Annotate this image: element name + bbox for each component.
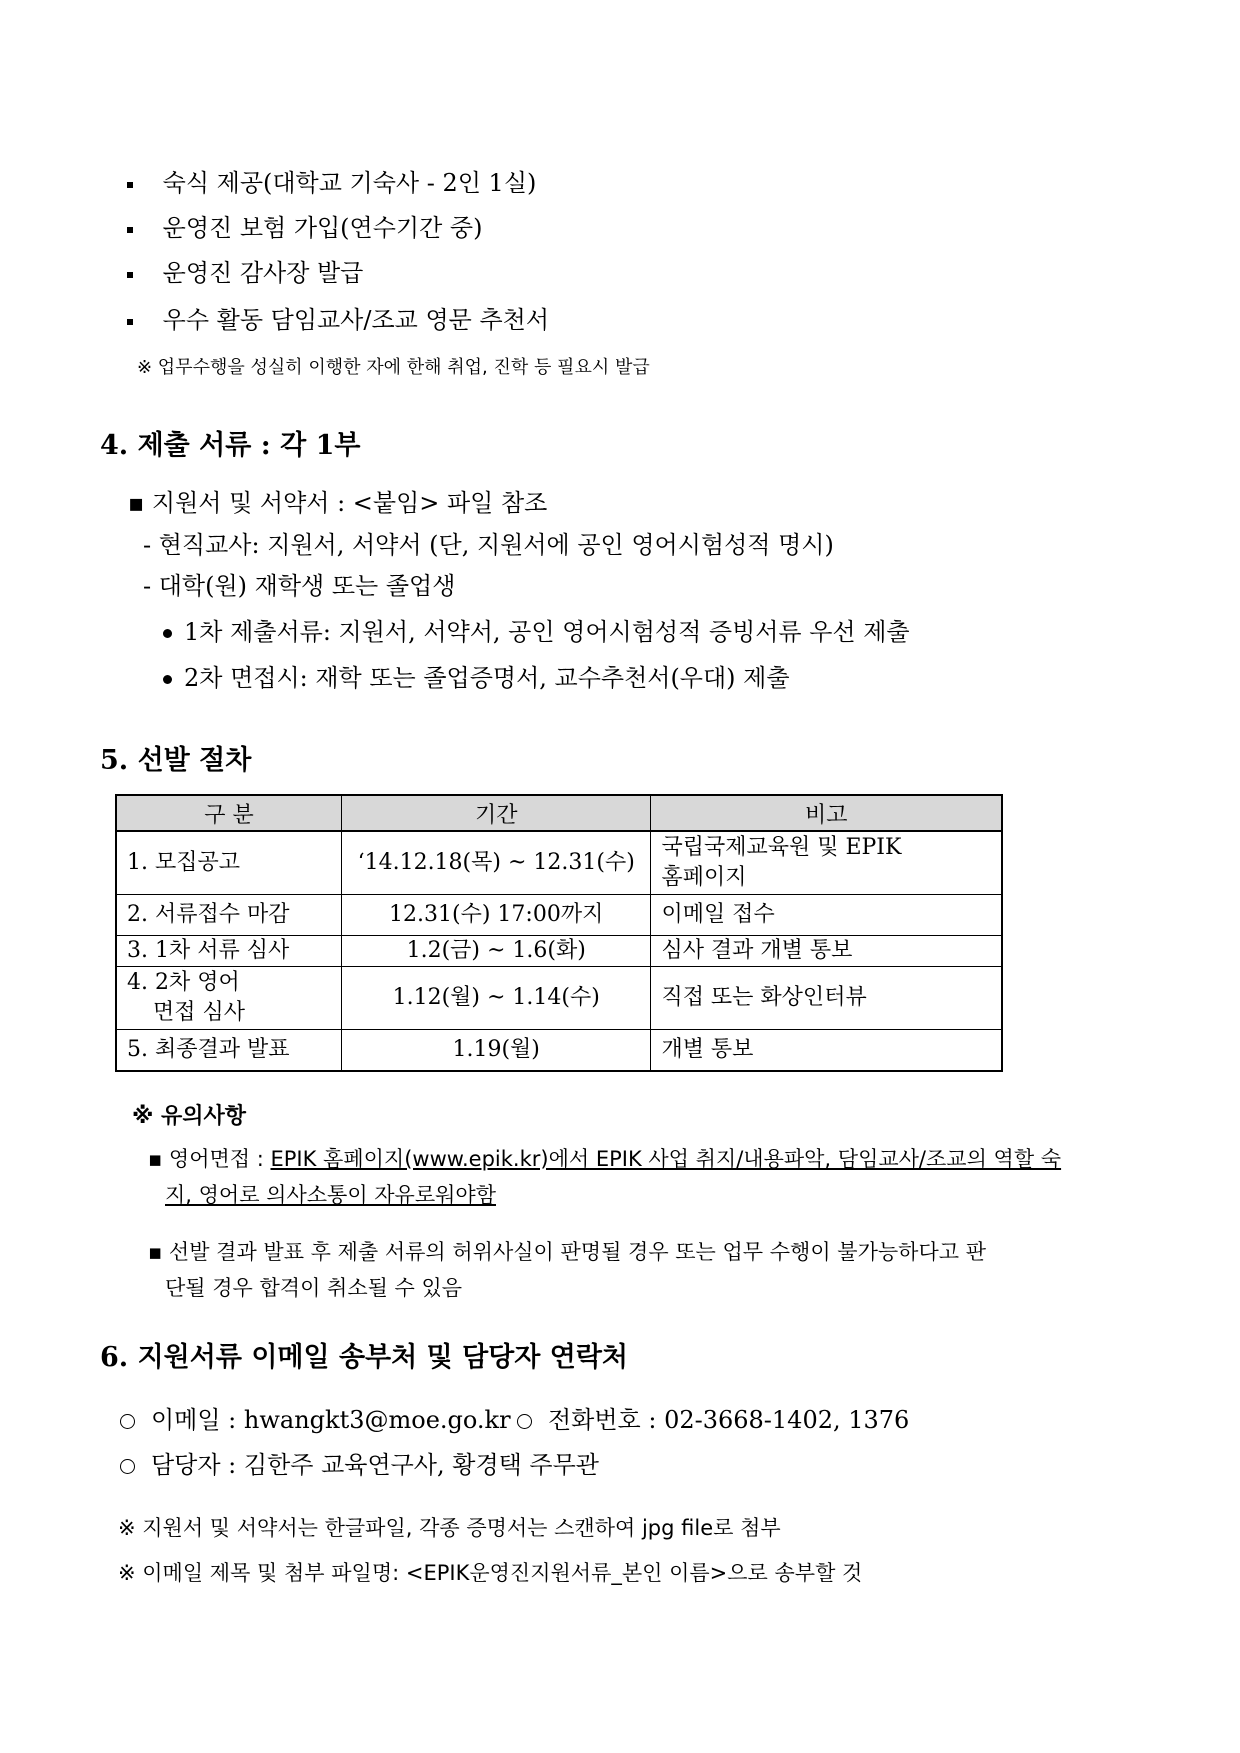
section6-title: 6. 지원서류 이메일 송부처 및 담당자 연락처 <box>100 1342 628 1373</box>
caution-item-2-cont: 단될 경우 합격이 취소될 수 있음 <box>165 1276 463 1300</box>
benefit-note: ※ 업무수행을 성실히 이행한 자에 한해 취업, 진학 등 필요시 발급 <box>137 357 650 378</box>
header-stage: 구 분 <box>116 795 341 831</box>
table-row <box>116 831 1002 895</box>
bullet-dot-icon <box>163 675 172 684</box>
section4-sub1: - 현직교사: 지원서, 서약서 (단, 지원서에 공인 영어시험성적 명시) <box>143 531 834 559</box>
benefit-item <box>127 163 536 198</box>
square-bullet-icon <box>127 319 133 325</box>
period-cell: 1.12(월) ~ 1.14(수) <box>341 967 650 1030</box>
header-note: 비고 <box>651 795 1002 831</box>
cautions-title: ※ 유의사항 <box>132 1104 247 1129</box>
stage-line: 면접 심사 <box>153 1000 246 1025</box>
period-cell: 12.31(수) 17:00까지 <box>341 895 650 936</box>
caution-text: EPIK 홈페이지(www.epik.kr)에서 EPIK 사업 취지/내용파악, 담임교사/조교의 역할 숙 <box>270 1147 1062 1171</box>
period-cell: 1.19(월) <box>341 1030 650 1072</box>
stage-cell <box>116 967 341 1030</box>
benefit-text: 우수 활동 담임교사/조교 영문 추천서 <box>162 306 550 334</box>
bullet-dot-icon <box>163 629 172 638</box>
square-bullet-icon <box>127 227 133 233</box>
circle-bullet-icon <box>120 1459 135 1474</box>
note-line: 국립국제교육원 및 EPIK <box>661 835 902 860</box>
contact-line <box>120 1445 599 1480</box>
submission-note-1: ※ 지원서 및 서약서는 한글파일, 각종 증명서는 스캔하여 jpg file로 첨부 <box>118 1516 781 1540</box>
bullet-text: 1차 제출서류: 지원서, 서약서, 공인 영어시험성적 증빙서류 우선 제출 <box>184 618 910 646</box>
section5-title: 5. 선발 절차 <box>100 745 252 776</box>
note-cell <box>651 831 1002 895</box>
table-header-row <box>116 795 1002 831</box>
caution-item-1 <box>148 1143 1061 1173</box>
caution-item-1-cont: 지, 영어로 의사소통이 자유로워야함 <box>165 1183 496 1207</box>
section4-main-item: ▪ 지원서 및 서약서 : <붙임> 파일 참조 <box>128 489 548 517</box>
benefit-text: 운영진 감사장 발급 <box>162 259 364 287</box>
circle-bullet-icon <box>517 1414 532 1429</box>
benefit-text: 운영진 보험 가입(연수기간 중) <box>162 214 483 242</box>
email-line <box>120 1400 511 1435</box>
contact-text: 담당자 : 김한주 교육연구사, 황경택 주무관 <box>151 1451 599 1479</box>
selection-schedule-table <box>115 794 1003 1072</box>
square-bullet-icon <box>127 272 133 278</box>
submission-note-2: ※ 이메일 제목 및 첨부 파일명: <EPIK운영진지원서류_본인 이름>으로 송부할 것 <box>118 1561 863 1585</box>
period-cell: 1.2(금) ~ 1.6(화) <box>341 936 650 967</box>
note-cell: 직접 또는 화상인터뷰 <box>651 967 1002 1030</box>
stage-cell: 2. 서류접수 마감 <box>116 895 341 936</box>
square-bullet-icon <box>127 182 133 188</box>
stage-cell: 5. 최종결과 발표 <box>116 1030 341 1072</box>
note-cell: 개별 통보 <box>651 1030 1002 1072</box>
benefit-item <box>127 208 482 243</box>
phone-text: 전화번호 : 02-3668-1402, 1376 <box>548 1406 910 1434</box>
benefit-item <box>127 253 363 288</box>
circle-bullet-icon <box>120 1414 135 1429</box>
caution-prefix: ▪ 영어면접 : <box>148 1147 271 1171</box>
table-row <box>116 895 1002 936</box>
stage-line: 4. 2차 영어 <box>127 970 240 995</box>
period-cell: ‘14.12.18(목) ~ 12.31(수) <box>341 831 650 895</box>
section4-sub2: - 대학(원) 재학생 또는 졸업생 <box>143 572 456 600</box>
section4-bullet2 <box>163 658 790 693</box>
email-text: 이메일 : hwangkt3@moe.go.kr <box>151 1406 511 1434</box>
section4-title: 4. 제출 서류 : 각 1부 <box>100 430 361 461</box>
header-period: 기간 <box>341 795 650 831</box>
table-row <box>116 1030 1002 1072</box>
benefit-item <box>127 300 549 335</box>
phone-line <box>517 1400 909 1435</box>
benefit-text: 숙식 제공(대학교 기숙사 - 2인 1실) <box>162 169 537 197</box>
note-cell: 이메일 접수 <box>651 895 1002 936</box>
section4-bullet1 <box>163 612 910 647</box>
bullet-text: 2차 면접시: 재학 또는 졸업증명서, 교수추천서(우대) 제출 <box>184 664 790 692</box>
table-row <box>116 936 1002 967</box>
note-line: 홈페이지 <box>661 865 747 890</box>
stage-cell: 3. 1차 서류 심사 <box>116 936 341 967</box>
table-row <box>116 967 1002 1030</box>
note-cell: 심사 결과 개별 통보 <box>651 936 1002 967</box>
caution-item-2: ▪ 선발 결과 발표 후 제출 서류의 허위사실이 판명될 경우 또는 업무 수행이 불가능하다고 판 <box>148 1240 986 1264</box>
stage-cell: 1. 모집공고 <box>116 831 341 895</box>
